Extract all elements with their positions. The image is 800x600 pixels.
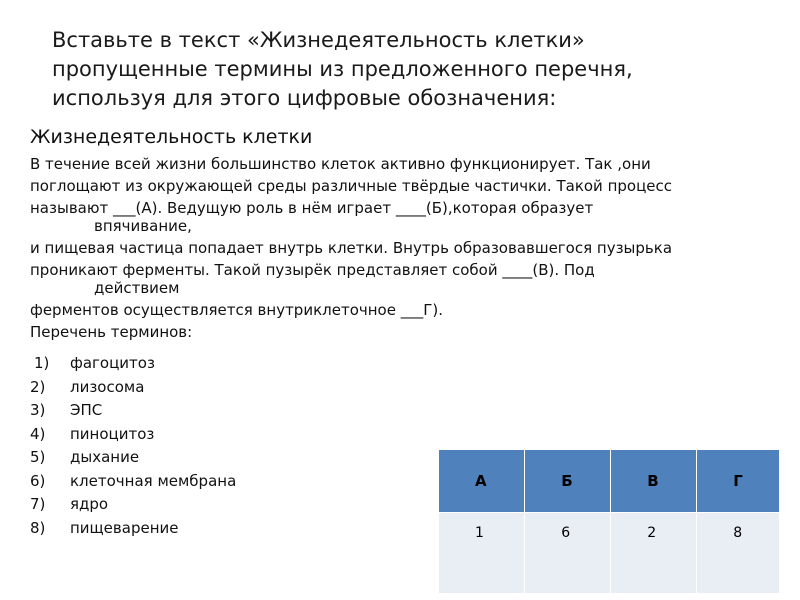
answer-table-header-row: [439, 450, 780, 513]
text-heading: Жизнедеятельность клетки: [30, 126, 313, 148]
term-label: дыхание: [70, 448, 140, 466]
list-number: 7): [30, 495, 46, 513]
text-line-continuation: впячивание,: [94, 217, 192, 235]
text-line: ферментов осуществляется внутриклеточное ___Г).: [30, 301, 443, 319]
answer-table-header-cell: В: [611, 450, 697, 513]
text-line: проникают ферменты. Такой пузырёк представляет собой ____(В). Под: [30, 261, 595, 279]
list-number: 6): [30, 471, 46, 490]
title-line: пропущенные термины из предложенного перечня,: [52, 57, 633, 81]
answer-table-cell: 6: [525, 513, 611, 594]
list-number: 5): [30, 448, 46, 466]
list-item: [30, 493, 236, 517]
text-line-wrapped: [30, 199, 780, 235]
slide-title: [52, 26, 772, 113]
text-line: и пищевая частица попадает внутрь клетки. Внутрь образовавшегося пузырька: [30, 239, 673, 257]
title-line: Вставьте в текст «Жизнедеятельность клетки»: [52, 28, 585, 52]
list-item: [30, 470, 236, 494]
text-line: В течение всей жизни большинство клеток активно функционирует. Так ,они: [30, 155, 651, 173]
list-item: [30, 446, 236, 470]
term-label: ЭПС: [70, 401, 103, 419]
list-number: 1): [34, 354, 50, 372]
list-item: [30, 423, 236, 447]
answer-table-cell: 1: [439, 513, 525, 594]
text-line-continuation: действием: [94, 279, 180, 297]
list-item: [30, 517, 236, 541]
text-body: [30, 125, 780, 343]
answer-table-header-cell: Б: [525, 450, 611, 513]
answer-table: [438, 449, 780, 594]
answer-table-cell: 8: [697, 513, 780, 594]
answer-table-cell: 2: [611, 513, 697, 594]
term-label: клеточная мембрана: [70, 471, 237, 490]
term-label: фагоцитоз: [70, 354, 155, 372]
answer-table-header-cell: А: [439, 450, 525, 513]
text-line: называют ___(А). Ведущую роль в нём играет ____(Б),которая образует: [30, 199, 594, 217]
text-line-wrapped: [30, 261, 780, 297]
term-label: пищеварение: [70, 518, 179, 537]
answer-table-row: [439, 513, 780, 594]
list-number: 8): [30, 518, 46, 537]
term-label: лизосома: [70, 377, 145, 396]
terms-heading: Перечень терминов:: [30, 323, 193, 341]
list-item: [30, 352, 236, 376]
list-number: 2): [30, 377, 46, 396]
list-number: 4): [30, 424, 46, 443]
text-line: поглощают из окружающей среды различные твёрдые частички. Такой процесс: [30, 177, 673, 195]
answer-table-header-cell: Г: [697, 450, 780, 513]
list-number: 3): [30, 401, 46, 419]
list-item: [30, 399, 236, 423]
list-item: [30, 376, 236, 400]
term-label: ядро: [70, 495, 109, 513]
title-line: используя для этого цифровые обозначения:: [52, 86, 557, 110]
term-label: пиноцитоз: [70, 424, 155, 443]
terms-list: [30, 352, 236, 540]
